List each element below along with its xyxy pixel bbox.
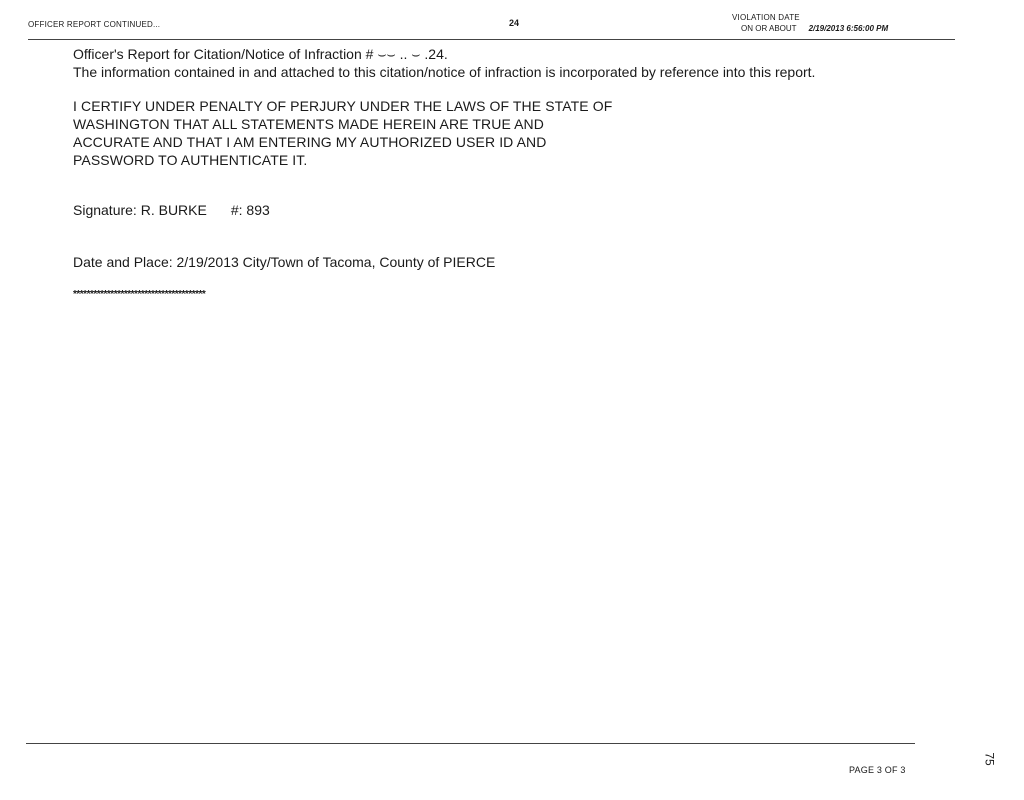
violation-datetime: 2/19/2013 6:56:00 PM — [808, 24, 889, 33]
header-divider — [28, 39, 955, 40]
certification-statement — [73, 97, 612, 169]
signature-name: Signature: R. BURKE — [73, 202, 207, 218]
on-or-about-label: ON OR ABOUT — [741, 24, 797, 33]
asterisk-separator: *************************************** — [73, 289, 206, 300]
signature-line — [73, 202, 270, 218]
badge-number: #: 893 — [230, 202, 270, 218]
page-number: PAGE 3 OF 3 — [849, 765, 906, 775]
violation-date-label: VIOLATION DATE — [732, 13, 800, 22]
violation-date-row — [741, 24, 888, 33]
footer-divider — [26, 743, 915, 744]
certification-line: ACCURATE AND THAT I AM ENTERING MY AUTHORIZED USER ID AND — [73, 134, 547, 150]
date-and-place: Date and Place: 2/19/2013 City/Town of Tacoma, County of PIERCE — [73, 254, 496, 270]
header-page-marker: 24 — [509, 18, 520, 28]
certification-line: PASSWORD TO AUTHENTICATE IT. — [73, 152, 308, 168]
header-section-label: OFFICER REPORT CONTINUED... — [28, 20, 161, 29]
margin-stamp: 75 — [982, 752, 997, 766]
certification-line: WASHINGTON THAT ALL STATEMENTS MADE HEREIN ARE TRUE AND — [73, 116, 544, 132]
report-incorporation-line: The information contained in and attached to this citation/notice of infraction is incorporated by reference into this report. — [73, 64, 816, 80]
report-intro-line: Officer's Report for Citation/Notice of Infraction # ⌣⌣ .. ⌣ .24. — [73, 46, 448, 62]
certification-line: I CERTIFY UNDER PENALTY OF PERJURY UNDER THE LAWS OF THE STATE OF — [73, 98, 613, 114]
